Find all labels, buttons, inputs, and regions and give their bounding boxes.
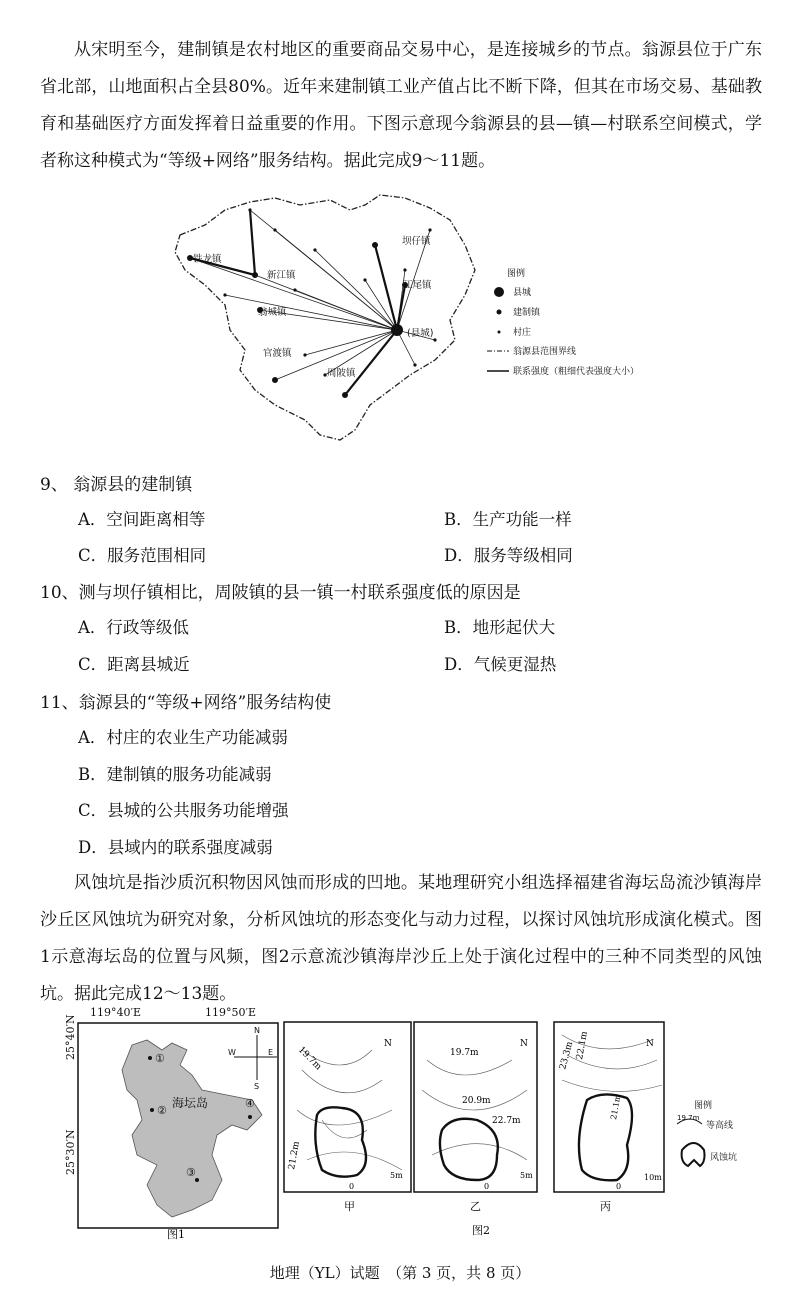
q11-option-c: C．县城的公共服务功能增强 <box>78 801 289 820</box>
town-tielong: 铁龙镇 <box>193 254 222 265</box>
svg-text:0: 0 <box>616 1182 622 1191</box>
svg-text:S: S <box>254 1082 260 1091</box>
town-bazai: 坝仔镇 <box>402 236 431 247</box>
haitan-island-shape <box>122 1040 262 1217</box>
svg-text:19.7m: 19.7m <box>295 1045 324 1073</box>
svg-text:10m: 10m <box>644 1173 662 1182</box>
figure-2-caption: 图2 <box>472 1224 490 1237</box>
q9-option-a: A．空间距离相等 <box>78 510 206 529</box>
svg-text:21.2m: 21.2m <box>287 1140 302 1171</box>
q10-option-d: D．气候更湿热 <box>444 655 557 674</box>
figure-2-legend <box>677 1099 737 1166</box>
svg-text:23.3m: 23.3m <box>558 1040 576 1071</box>
passage-2: 风蚀坑是指沙质沉积物因风蚀而形成的凹地。某地理研究小组选择福建省海坛岛流沙镇海岸沙丘区风蚀坑为研究对象，分析风蚀坑的形态变化与动力过程，以探讨风蚀坑形成演化模式。图1示意海坛岛的位置与风频，图2示意流沙镇海岸沙丘上处于演化过程中的三种不同类型的风蚀坑。据此完成12～13题。 <box>40 873 762 1004</box>
county-seat-label: (县城) <box>407 328 434 339</box>
page-footer: 地理（YL）试题 （第 3 页，共 8 页） <box>269 1264 531 1282</box>
svg-text:0: 0 <box>349 1182 355 1191</box>
svg-text:联系强度（粗细代表强度大小）: 联系强度（粗细代表强度大小） <box>513 367 640 377</box>
svg-text:①: ① <box>155 1052 165 1065</box>
figure-2-blowouts <box>282 1020 792 1240</box>
svg-text:22.1m: 22.1m <box>575 1030 590 1061</box>
compass-rose <box>228 1026 277 1091</box>
q10-option-a: A．行政等级低 <box>78 618 189 637</box>
svg-text:N: N <box>646 1039 654 1049</box>
svg-text:19.7m: 19.7m <box>677 1114 700 1122</box>
q9-option-c: C．服务范围相同 <box>78 546 207 565</box>
figure-1-caption: 图1 <box>167 1228 185 1240</box>
svg-text:图例: 图例 <box>694 1101 713 1111</box>
svg-text:图例: 图例 <box>507 269 526 279</box>
svg-text:119°50′E: 119°50′E <box>205 1006 257 1019</box>
svg-text:④: ④ <box>245 1097 255 1110</box>
town-guandu: 官渡镇 <box>263 348 292 359</box>
svg-text:5m: 5m <box>390 1171 403 1180</box>
svg-text:21.1m: 21.1m <box>609 1093 623 1121</box>
panel-yi-label: 乙 <box>470 1200 481 1213</box>
svg-text:建制镇: 建制镇 <box>513 308 541 318</box>
map1-legend <box>487 267 639 377</box>
town-jiangwei: 江尾镇 <box>403 280 432 291</box>
wengyuan-network-map <box>165 190 645 450</box>
county-boundary <box>175 195 475 440</box>
town-xinjiang: 新江镇 <box>267 270 296 281</box>
svg-text:N: N <box>384 1039 392 1049</box>
svg-text:22.7m: 22.7m <box>492 1116 521 1126</box>
panel-bing-label: 丙 <box>600 1200 611 1213</box>
svg-text:等高线: 等高线 <box>706 1121 734 1131</box>
panel-bing <box>554 1022 664 1213</box>
q10-option-b: B．地形起伏大 <box>444 618 556 637</box>
svg-text:③: ③ <box>186 1166 196 1179</box>
q10-stem: 10、测与坝仔镇相比，周陂镇的县一镇一村联系强度低的原因是 <box>40 583 521 603</box>
panel-jia <box>284 1022 411 1213</box>
figure-1-haitan-island <box>62 1005 282 1240</box>
svg-text:县城: 县城 <box>513 288 532 298</box>
panel-jia-label: 甲 <box>344 1200 355 1213</box>
panel-yi <box>414 1022 537 1213</box>
q9-option-d: D．服务等级相同 <box>444 546 573 565</box>
svg-text:村庄: 村庄 <box>513 328 532 338</box>
svg-text:翁源县范围界线: 翁源县范围界线 <box>513 347 577 357</box>
svg-text:E: E <box>268 1048 274 1057</box>
svg-text:5m: 5m <box>520 1171 533 1180</box>
q11-option-a: A．村庄的农业生产功能减弱 <box>78 728 288 747</box>
town-wengcheng: 翁城镇 <box>258 307 287 318</box>
svg-text:N: N <box>254 1026 260 1035</box>
q10-option-c: C．距离县城近 <box>78 655 190 674</box>
svg-text:20.9m: 20.9m <box>462 1096 491 1106</box>
svg-text:19.7m: 19.7m <box>450 1048 479 1058</box>
svg-text:风蚀坑: 风蚀坑 <box>710 1153 738 1163</box>
svg-text:②: ② <box>157 1104 167 1117</box>
passage-1: 从宋明至今，建制镇是农村地区的重要商品交易中心，是连接城乡的节点。翁源县位于广东省北部，山地面积占全县80%。近年来建制镇工业产值占比不断下降，但其在市场交易、基础教育和基础医疗方面发挥着日益重要的作用。下图示意现今翁源县的县—镇—村联系空间模式，学者称这种模式为“等级+网络”服务结构。据此完成9～11题。 <box>40 40 762 171</box>
svg-text:25°40′N: 25°40′N <box>64 1014 77 1060</box>
svg-text:0: 0 <box>484 1182 490 1191</box>
q9-option-b: B．生产功能一样 <box>444 510 572 529</box>
q11-stem: 11、翁源县的“等级+网络”服务结构使 <box>40 693 332 713</box>
svg-text:119°40′E: 119°40′E <box>90 1006 142 1019</box>
q11-option-d: D．县域内的联系强度减弱 <box>78 838 273 857</box>
svg-text:W: W <box>228 1048 236 1057</box>
q9-stem: 9、 翁源县的建制镇 <box>40 475 193 495</box>
town-zhoupi: 周陂镇 <box>327 368 356 379</box>
island-name: 海坛岛 <box>172 1096 209 1110</box>
svg-text:25°30′N: 25°30′N <box>64 1129 77 1175</box>
svg-text:N: N <box>520 1039 528 1049</box>
q11-option-b: B．建制镇的服务功能减弱 <box>78 765 272 784</box>
